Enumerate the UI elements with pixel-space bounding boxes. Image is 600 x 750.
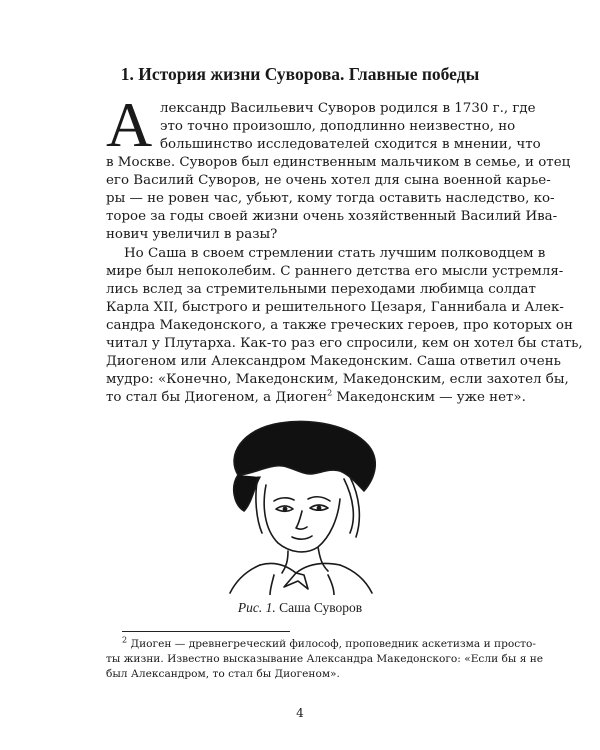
eyebrow-right: [308, 497, 330, 501]
text-line: торое за годы своей жизни очень хозяйственный Василий Ива-: [106, 209, 558, 224]
text-after-ref: Македонским — уже нет».: [332, 390, 526, 405]
neck: [282, 551, 288, 573]
shoulder-left: [230, 565, 260, 593]
figure-caption-text: Саша Суворов: [275, 600, 363, 615]
mouth: [292, 536, 312, 539]
text-line: его Василий Суворов, не очень хотел для сына военной карье-: [106, 173, 551, 188]
text-line: ры — не ровен час, убьют, кому тогда оставить наследство, ко-: [106, 191, 555, 206]
text-line: лександр Васильевич Суворов родился в 1730 г., где: [160, 101, 536, 116]
footnote-number: 2: [122, 635, 128, 645]
text-line: большинство исследователей сходится в мнении, что: [160, 137, 541, 152]
footnote-line: ты жизни. Известно высказывание Александра Македонского: «Если бы я не: [106, 653, 544, 665]
drop-cap: А: [106, 89, 153, 160]
text-line: нович увеличил в разы?: [106, 227, 278, 242]
footnote-line: был Александром, то стал бы Диогеном».: [106, 668, 340, 680]
footnote-line: [122, 637, 536, 652]
footnote-text: Диоген — древнегреческий философ, проповедник аскетизма и просто-: [127, 638, 536, 650]
hair-left: [256, 477, 262, 533]
bow: [284, 573, 308, 589]
eyebrow-left: [274, 498, 294, 501]
text-line: читал у Плутарха. Как-то раз его спросили, кем он хотел бы стать,: [106, 336, 583, 351]
nose: [296, 511, 307, 529]
text-line: Карла XII, быстрого и решительного Цезаря, Ганнибала и Алек-: [106, 300, 564, 315]
text-line: в Москве. Суворов был единственным мальчиком в семье, и отец: [106, 155, 571, 170]
footnote-rule: [122, 631, 290, 632]
text-before-ref: то стал бы Диогеном, а Диоген: [106, 390, 328, 405]
text-line: сандра Македонского, а также греческих героев, про которых он: [106, 318, 573, 333]
text-line: мире был непоколебим. С раннего детства его мысли устремля-: [106, 264, 564, 279]
page-number: 4: [296, 706, 304, 720]
footnote-ref[interactable]: 2: [327, 388, 333, 398]
text-line: лись вслед за стремительными переходами любимца солдат: [106, 282, 536, 297]
face-outline: [264, 485, 340, 552]
pupil-right: [317, 506, 320, 509]
text-line: мудро: «Конечно, Македонским, Македонским, если захотел бы,: [106, 372, 569, 387]
text-line-last: [106, 389, 526, 407]
figure-caption: [0, 600, 600, 616]
pupil-left: [283, 507, 286, 510]
text-line: Диогеном или Александром Македонским. Саша ответил очень: [106, 354, 561, 369]
section-heading: 1. История жизни Суворова. Главные победы: [120, 64, 480, 84]
text-line: Но Саша в своем стремлении стать лучшим полководцем в: [124, 246, 546, 261]
portrait-illustration: [200, 415, 400, 595]
text-line: это точно произошло, доподлинно неизвестно, но: [160, 119, 516, 134]
shoulder-right: [340, 565, 372, 593]
figure-label: Рис. 1.: [237, 600, 276, 615]
